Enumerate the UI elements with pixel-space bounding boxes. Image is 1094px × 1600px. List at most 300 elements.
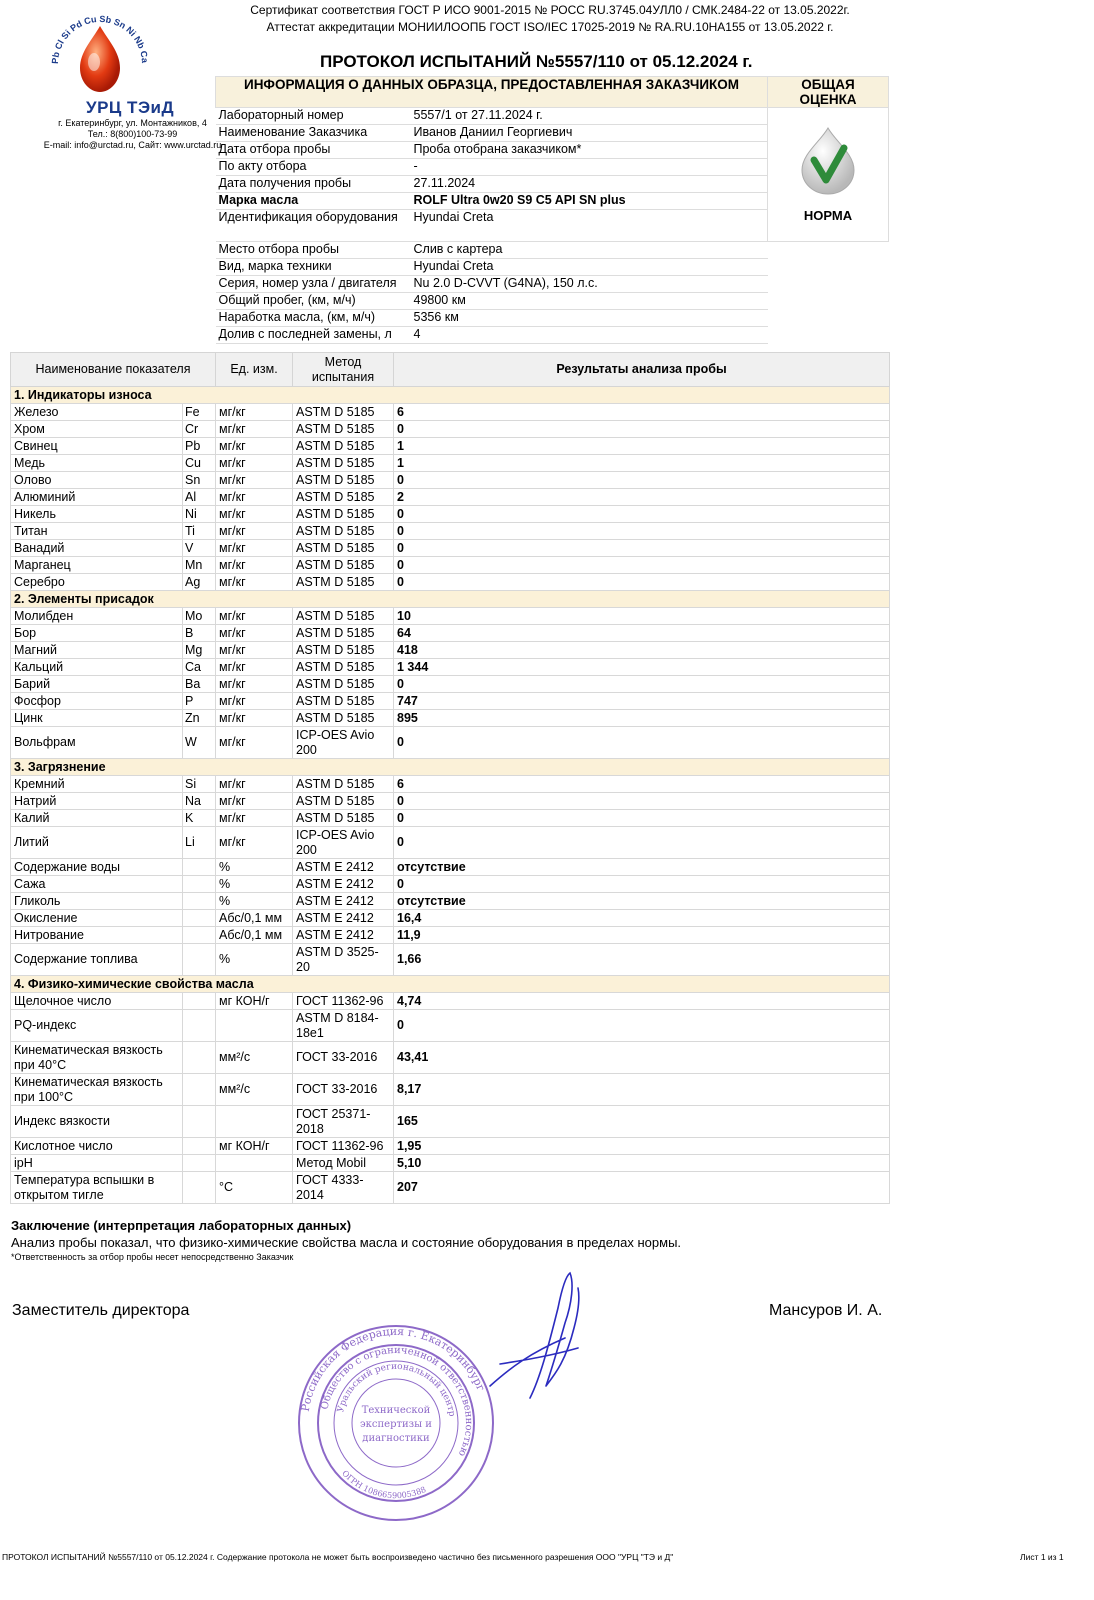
unit-cell: мг/кг (216, 810, 293, 827)
element-symbol (183, 1074, 216, 1106)
conclusion-text: Анализ пробы показал, что физико-химические свойства масла и состояние оборудования в пределах нормы. (11, 1235, 682, 1250)
unit-cell: мг/кг (216, 574, 293, 591)
unit-cell: мг/кг (216, 523, 293, 540)
unit-cell: мг/кг (216, 693, 293, 710)
table-row (11, 859, 890, 876)
method-cell: Метод Mobil (293, 1155, 394, 1172)
table-row (11, 810, 890, 827)
table-row (11, 455, 890, 472)
section-row (11, 591, 890, 608)
indicator-name: Хром (11, 421, 183, 438)
header-unit: Ед. изм. (216, 353, 293, 387)
unit-cell: °С (216, 1172, 293, 1204)
element-symbol (183, 944, 216, 976)
element-symbol: Li (183, 827, 216, 859)
result-value: 0 (394, 540, 890, 557)
method-cell: ASTM D 5185 (293, 776, 394, 793)
indicator-name: ipH (11, 1155, 183, 1172)
unit-cell: мг/кг (216, 793, 293, 810)
unit-cell: мг/кг (216, 608, 293, 625)
element-symbol (183, 910, 216, 927)
method-cell: ASTM D 5185 (293, 642, 394, 659)
unit-cell: мг/кг (216, 676, 293, 693)
sample-info-row (216, 327, 889, 344)
sample-info-value: Hyundai Creta (404, 210, 768, 242)
element-symbol: Fe (183, 404, 216, 421)
indicator-name: Кальций (11, 659, 183, 676)
method-cell: ГОСТ 11362-96 (293, 993, 394, 1010)
page-footer: ПРОТОКОЛ ИСПЫТАНИЙ №5557/110 от 05.12.2024 г. Содержание протокола не может быть воспроизведено частично без письменного разрешения ООО "УРЦ "ТЭ и Д" (2, 1552, 674, 1562)
sample-info-value: 49800 км (404, 293, 768, 310)
table-row (11, 523, 890, 540)
result-value: 16,4 (394, 910, 890, 927)
sample-info-row (216, 259, 889, 276)
table-row (11, 776, 890, 793)
signer-position: Заместитель директора (12, 1302, 190, 1319)
element-symbol (183, 1042, 216, 1074)
result-value: 0 (394, 472, 890, 489)
sample-info-header: ИНФОРМАЦИЯ О ДАННЫХ ОБРАЗЦА, ПРЕДОСТАВЛЕННАЯ ЗАКАЗЧИКОМ (216, 77, 768, 108)
sample-info-row (216, 242, 889, 259)
unit-cell: мг/кг (216, 827, 293, 859)
element-symbol: Zn (183, 710, 216, 727)
unit-cell: Абс/0,1 мм (216, 927, 293, 944)
method-cell: ASTM D 5185 (293, 574, 394, 591)
section-title: 4. Физико-химические свойства масла (11, 976, 890, 993)
sample-info-label: Дата получения пробы (216, 176, 404, 193)
element-symbol: Sn (183, 472, 216, 489)
stamp-ogrn: ОГРН 1086659005388 (340, 1468, 428, 1501)
sample-info-row (216, 276, 889, 293)
result-value: 1 (394, 438, 890, 455)
result-value: 0 (394, 810, 890, 827)
sample-info-value: Проба отобрана заказчиком* (404, 142, 768, 159)
unit-cell: мг/кг (216, 642, 293, 659)
sample-info-row (216, 310, 889, 327)
grade-header: ОБЩАЯ ОЦЕНКА (768, 77, 889, 108)
table-row (11, 625, 890, 642)
element-symbol (183, 1138, 216, 1155)
method-cell: ASTM D 3525-20 (293, 944, 394, 976)
unit-cell: мг/кг (216, 489, 293, 506)
unit-cell: % (216, 893, 293, 910)
element-symbol: Ti (183, 523, 216, 540)
table-row (11, 693, 890, 710)
table-row (11, 421, 890, 438)
method-cell: ICP-OES Avio 200 (293, 827, 394, 859)
table-row (11, 506, 890, 523)
indicator-name: Железо (11, 404, 183, 421)
indicator-name: Ванадий (11, 540, 183, 557)
section-title: 1. Индикаторы износа (11, 387, 890, 404)
method-cell: ASTM D 5185 (293, 489, 394, 506)
company-logo (30, 6, 222, 150)
conclusion (11, 1217, 891, 1264)
method-cell: ASTM D 5185 (293, 693, 394, 710)
method-cell: ASTM D 5185 (293, 676, 394, 693)
unit-cell (216, 1106, 293, 1138)
method-cell: ASTM E 2412 (293, 927, 394, 944)
indicator-name: Окисление (11, 910, 183, 927)
unit-cell: мг КОН/г (216, 1138, 293, 1155)
sample-info-label: Место отбора пробы (216, 242, 404, 259)
element-symbol: Al (183, 489, 216, 506)
table-row (11, 793, 890, 810)
table-row (11, 540, 890, 557)
stamp-outer-text: Российская Федерация г. Екатеринбург (298, 1324, 488, 1413)
element-symbol: P (183, 693, 216, 710)
result-value: 1,95 (394, 1138, 890, 1155)
result-value: 0 (394, 1010, 890, 1042)
indicator-name: Кремний (11, 776, 183, 793)
sample-info-row (216, 293, 889, 310)
method-cell: ASTM D 5185 (293, 625, 394, 642)
result-value: 11,9 (394, 927, 890, 944)
sample-info-value: 27.11.2024 (404, 176, 768, 193)
results-table (10, 352, 890, 1204)
sample-info-value: - (404, 159, 768, 176)
element-symbol: W (183, 727, 216, 759)
indicator-name: Свинец (11, 438, 183, 455)
sample-info-label: Вид, марка техники (216, 259, 404, 276)
grade-value: НОРМА (803, 208, 853, 223)
sample-info-row (216, 108, 889, 125)
result-value: 0 (394, 727, 890, 759)
svg-text:ОГРН 1086659005388 (340, 1469, 427, 1501)
sample-info-table (215, 76, 889, 344)
indicator-name: Магний (11, 642, 183, 659)
table-row (11, 993, 890, 1010)
table-row (11, 1138, 890, 1155)
section-title: 2. Элементы присадок (11, 591, 890, 608)
result-value: 2 (394, 489, 890, 506)
element-symbol (183, 1010, 216, 1042)
result-value: 1 (394, 455, 890, 472)
section-row (11, 387, 890, 404)
header-name: Наименование показателя (11, 353, 216, 387)
unit-cell: мг/кг (216, 776, 293, 793)
element-symbol: Ni (183, 506, 216, 523)
result-value: 0 (394, 421, 890, 438)
element-symbol: Ba (183, 676, 216, 693)
element-symbol: B (183, 625, 216, 642)
unit-cell: мг/кг (216, 438, 293, 455)
unit-cell: мг/кг (216, 404, 293, 421)
element-symbol (183, 993, 216, 1010)
result-value: 0 (394, 557, 890, 574)
table-row (11, 472, 890, 489)
element-symbol (183, 876, 216, 893)
result-value: 64 (394, 625, 890, 642)
method-cell: ASTM E 2412 (293, 910, 394, 927)
unit-cell: % (216, 876, 293, 893)
element-symbol (183, 859, 216, 876)
sample-info-label: Долив с последней замены, л (216, 327, 404, 344)
method-cell: ASTM D 5185 (293, 421, 394, 438)
method-cell: ASTM E 2412 (293, 893, 394, 910)
result-value: 0 (394, 676, 890, 693)
indicator-name: Содержание топлива (11, 944, 183, 976)
indicator-name: Молибден (11, 608, 183, 625)
indicator-name: Температура вспышки в открытом тигле (11, 1172, 183, 1204)
result-value: 6 (394, 776, 890, 793)
method-cell: ASTM E 2412 (293, 876, 394, 893)
element-symbol (183, 1155, 216, 1172)
table-row (11, 659, 890, 676)
unit-cell (216, 1010, 293, 1042)
method-cell: ASTM E 2412 (293, 859, 394, 876)
certificate-line: Сертификат соответствия ГОСТ Р ИСО 9001-2015 № РОСС RU.3745.04УЛЛ0 / СМК.2484-22 от 13.05.2022г. (250, 3, 850, 17)
method-cell: ASTM D 5185 (293, 404, 394, 421)
responsibility-note: *Ответственность за отбор пробы несет непосредственно Заказчик (11, 1252, 294, 1262)
result-value: 6 (394, 404, 890, 421)
sample-info-label: Марка масла (216, 193, 404, 210)
method-cell: ASTM D 5185 (293, 455, 394, 472)
element-symbol (183, 893, 216, 910)
indicator-name: Вольфрам (11, 727, 183, 759)
element-symbol (183, 1106, 216, 1138)
element-symbol: K (183, 810, 216, 827)
sample-info-label: Идентификация оборудования (216, 210, 404, 242)
sample-info-value: 5557/1 от 27.11.2024 г. (404, 108, 768, 125)
indicator-name: Олово (11, 472, 183, 489)
element-symbol: V (183, 540, 216, 557)
element-symbol: Cu (183, 455, 216, 472)
unit-cell: % (216, 944, 293, 976)
indicator-name: Сажа (11, 876, 183, 893)
stamp-inner-ring-text: Уральский региональный центр (336, 1361, 457, 1418)
header-method: Метод испытания (293, 353, 394, 387)
result-value: 165 (394, 1106, 890, 1138)
indicator-name: Бор (11, 625, 183, 642)
element-symbol (183, 927, 216, 944)
result-value: 5,10 (394, 1155, 890, 1172)
section-row (11, 759, 890, 776)
indicator-name: Индекс вязкости (11, 1106, 183, 1138)
company-stamp (296, 1323, 496, 1523)
stamp-ring-text: Общество с ограниченной ответственностью (319, 1344, 475, 1458)
table-row (11, 404, 890, 421)
result-value: 895 (394, 710, 890, 727)
method-cell: ASTM D 5185 (293, 557, 394, 574)
sample-info-label: Наименование Заказчика (216, 125, 404, 142)
result-value: 0 (394, 523, 890, 540)
result-value: 747 (394, 693, 890, 710)
method-cell: ГОСТ 33-2016 (293, 1042, 394, 1074)
indicator-name: PQ-индекс (11, 1010, 183, 1042)
method-cell: ГОСТ 25371-2018 (293, 1106, 394, 1138)
element-symbol: Si (183, 776, 216, 793)
sample-info-label: Общий пробег, (км, м/ч) (216, 293, 404, 310)
method-cell: ГОСТ 4333-2014 (293, 1172, 394, 1204)
result-value: 1 344 (394, 659, 890, 676)
indicator-name: Марганец (11, 557, 183, 574)
table-row (11, 642, 890, 659)
table-row (11, 1042, 890, 1074)
unit-cell: мг/кг (216, 727, 293, 759)
unit-cell: мг/кг (216, 659, 293, 676)
method-cell: ASTM D 5185 (293, 810, 394, 827)
indicator-name: Литий (11, 827, 183, 859)
logo-drop-icon (30, 6, 200, 101)
table-row (11, 927, 890, 944)
method-cell: ASTM D 5185 (293, 793, 394, 810)
table-row (11, 676, 890, 693)
table-row (11, 910, 890, 927)
unit-cell (216, 1155, 293, 1172)
element-symbol: Mo (183, 608, 216, 625)
method-cell: ASTM D 5185 (293, 659, 394, 676)
result-value: 10 (394, 608, 890, 625)
unit-cell: мг/кг (216, 540, 293, 557)
table-row (11, 574, 890, 591)
stamp-center-line: Технической (361, 1405, 431, 1416)
result-value: 0 (394, 793, 890, 810)
sample-info-label: По акту отбора (216, 159, 404, 176)
indicator-name: Серебро (11, 574, 183, 591)
result-value: 0 (394, 506, 890, 523)
element-symbol: Ag (183, 574, 216, 591)
table-row (11, 1074, 890, 1106)
sample-info-label: Серия, номер узла / двигателя (216, 276, 404, 293)
method-cell: ГОСТ 11362-96 (293, 1138, 394, 1155)
indicator-name: Щелочное число (11, 993, 183, 1010)
table-row (11, 893, 890, 910)
sample-info-value: 5356 км (404, 310, 768, 327)
unit-cell: мг/кг (216, 710, 293, 727)
sample-info-label: Лабораторный номер (216, 108, 404, 125)
sample-info-label: Дата отбора пробы (216, 142, 404, 159)
method-cell: ASTM D 5185 (293, 438, 394, 455)
check-icon (796, 126, 860, 196)
method-cell: ASTM D 5185 (293, 710, 394, 727)
result-value: 4,74 (394, 993, 890, 1010)
sample-info-value: Hyundai Creta (404, 259, 768, 276)
unit-cell: мг/кг (216, 455, 293, 472)
stamp-center-line: диагностики (362, 1433, 430, 1444)
unit-cell: мг/кг (216, 506, 293, 523)
unit-cell: мг КОН/г (216, 993, 293, 1010)
table-row (11, 608, 890, 625)
company-phone: Тел.: 8(800)100-73-99 (87, 129, 178, 139)
table-row (11, 1172, 890, 1204)
element-symbol: Na (183, 793, 216, 810)
result-value: 0 (394, 876, 890, 893)
unit-cell: мг/кг (216, 421, 293, 438)
unit-cell: мм²/с (216, 1042, 293, 1074)
indicator-name: Никель (11, 506, 183, 523)
method-cell: ASTM D 5185 (293, 506, 394, 523)
method-cell: ICP-OES Avio 200 (293, 727, 394, 759)
indicator-name: Нитрование (11, 927, 183, 944)
indicator-name: Барий (11, 676, 183, 693)
method-cell: ASTM D 8184-18e1 (293, 1010, 394, 1042)
signer-name: Мансуров И. А. (769, 1302, 883, 1319)
logo-elements: Pb Cl Si Pd Cu Sb Sn Ni Nb Ca (49, 13, 151, 65)
element-symbol: Mn (183, 557, 216, 574)
result-value: 0 (394, 827, 890, 859)
table-row (11, 827, 890, 859)
sample-info-value: 4 (404, 327, 768, 344)
indicator-name: Кинематическая вязкость при 40°С (11, 1042, 183, 1074)
handwritten-signature (470, 1268, 590, 1408)
indicator-name: Цинк (11, 710, 183, 727)
method-cell: ГОСТ 33-2016 (293, 1074, 394, 1106)
table-row (11, 557, 890, 574)
sample-info-label: Наработка масла, (км, м/ч) (216, 310, 404, 327)
table-row (11, 438, 890, 455)
element-symbol: Cr (183, 421, 216, 438)
result-value: 43,41 (394, 1042, 890, 1074)
indicator-name: Калий (11, 810, 183, 827)
stamp-center-line: экспертизы и (360, 1419, 432, 1430)
element-symbol: Pb (183, 438, 216, 455)
table-row (11, 1155, 890, 1172)
unit-cell: % (216, 859, 293, 876)
indicator-name: Содержание воды (11, 859, 183, 876)
indicator-name: Титан (11, 523, 183, 540)
accreditation-line: Аттестат аккредитации МОНИИЛООПБ ГОСТ ISO/IEC 17025-2019 № RA.RU.10HA155 от 13.05.2022 г. (266, 20, 834, 34)
sample-info-value: ROLF Ultra 0w20 S9 C5 API SN plus (404, 193, 768, 210)
table-row (11, 876, 890, 893)
method-cell: ASTM D 5185 (293, 608, 394, 625)
indicator-name: Кинематическая вязкость при 100°С (11, 1074, 183, 1106)
unit-cell: мг/кг (216, 625, 293, 642)
conclusion-heading: Заключение (интерпретация лабораторных данных) (11, 1218, 352, 1233)
indicator-name: Гликоль (11, 893, 183, 910)
table-row (11, 1010, 890, 1042)
element-symbol: Mg (183, 642, 216, 659)
table-row (11, 489, 890, 506)
page-number: Лист 1 из 1 (1020, 1552, 1064, 1562)
table-row (11, 944, 890, 976)
indicator-name: Кислотное число (11, 1138, 183, 1155)
section-row (11, 976, 890, 993)
table-row (11, 727, 890, 759)
sample-info-value: Слив с картера (404, 242, 768, 259)
overall-grade (768, 108, 889, 242)
company-contacts: E-mail: info@urctad.ru, Сайт: www.urctad.ru (43, 140, 222, 150)
method-cell: ASTM D 5185 (293, 523, 394, 540)
element-symbol (183, 1172, 216, 1204)
result-value: отсутствие (394, 893, 890, 910)
result-value: 0 (394, 574, 890, 591)
indicator-name: Фосфор (11, 693, 183, 710)
method-cell: ASTM D 5185 (293, 472, 394, 489)
page-title: ПРОТОКОЛ ИСПЫТАНИЙ №5557/110 от 05.12.2024 г. (320, 52, 753, 71)
company-address: г. Екатеринбург, ул. Монтажников, 4 (58, 118, 207, 128)
unit-cell: Абс/0,1 мм (216, 910, 293, 927)
result-value: 8,17 (394, 1074, 890, 1106)
section-title: 3. Загрязнение (11, 759, 890, 776)
unit-cell: мг/кг (216, 472, 293, 489)
unit-cell: мм²/с (216, 1074, 293, 1106)
table-row (11, 1106, 890, 1138)
element-symbol: Ca (183, 659, 216, 676)
table-row (11, 710, 890, 727)
unit-cell: мг/кг (216, 557, 293, 574)
indicator-name: Алюминий (11, 489, 183, 506)
result-value: отсутствие (394, 859, 890, 876)
indicator-name: Медь (11, 455, 183, 472)
result-value: 1,66 (394, 944, 890, 976)
sample-info-value: Иванов Даниил Георгиевич (404, 125, 768, 142)
result-value: 207 (394, 1172, 890, 1204)
result-value: 418 (394, 642, 890, 659)
certificates (220, 2, 880, 36)
company-name: УРЦ ТЭиД (86, 98, 175, 117)
header-result: Результаты анализа пробы (394, 353, 890, 387)
